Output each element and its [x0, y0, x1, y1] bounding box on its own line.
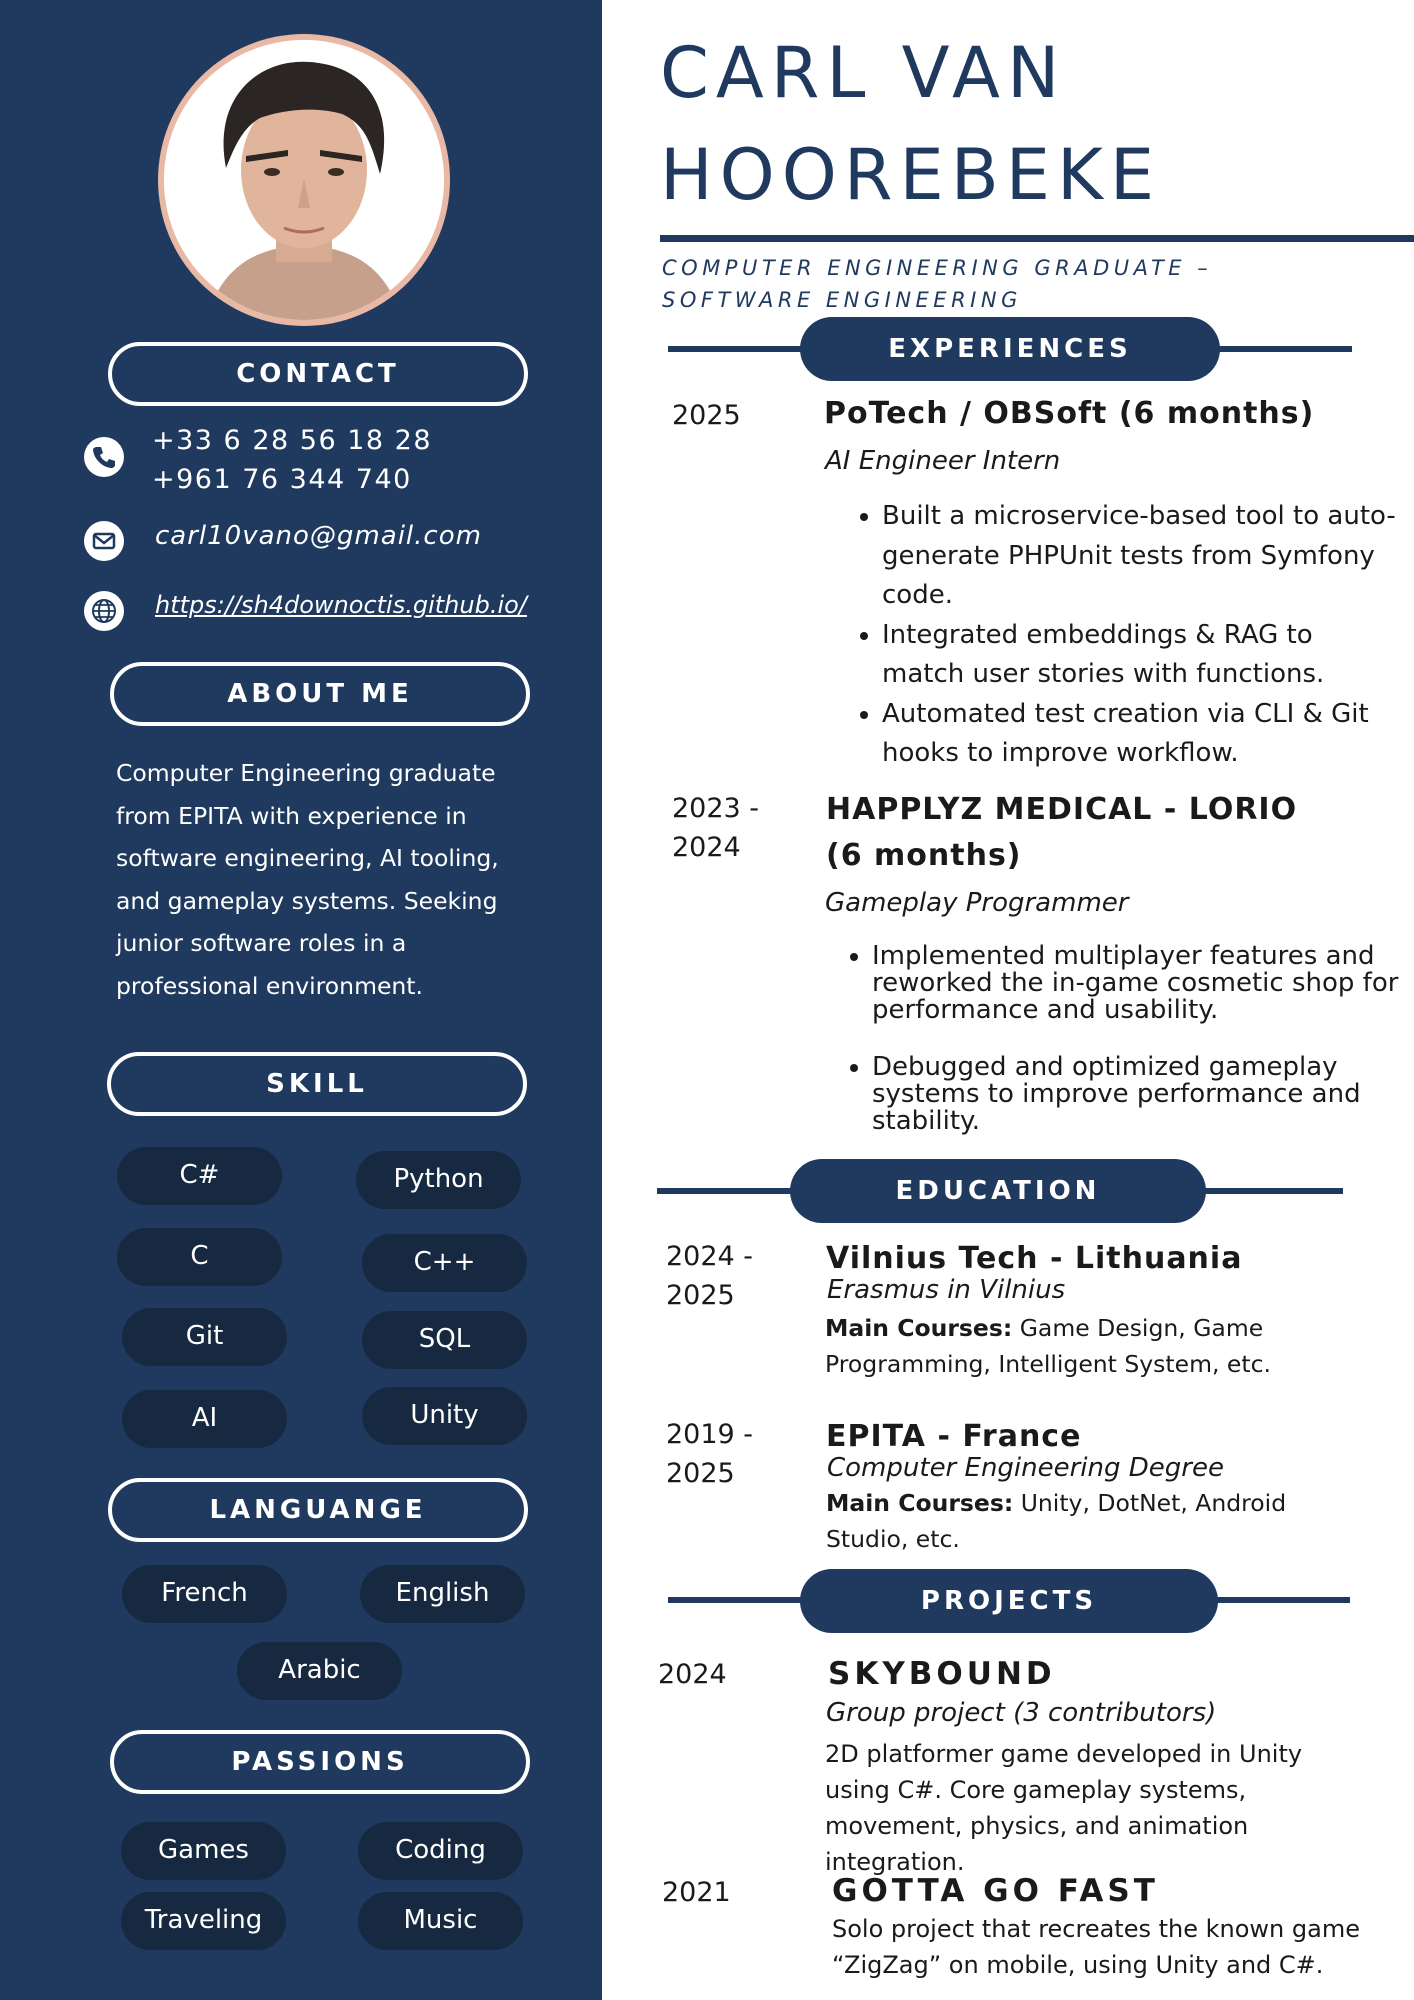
job-subtitle — [662, 252, 1212, 316]
language-heading: LANGUANGE — [108, 1478, 528, 1542]
experience-title: PoTech / OBSoft (6 months) — [824, 396, 1315, 431]
project-year: 2024 — [658, 1659, 727, 1690]
subtitle-line-2: SOFTWARE ENGINEERING — [662, 288, 1022, 312]
subtitle-line-1: COMPUTER ENGINEERING GRADUATE – — [662, 256, 1213, 280]
education-courses — [826, 1485, 1296, 1557]
phone-icon — [84, 437, 124, 477]
experience-role: Gameplay Programmer — [825, 888, 1129, 918]
education-subtitle: Computer Engineering Degree — [827, 1453, 1224, 1483]
project-description: 2D platformer game developed in Unity using C#. Core gameplay systems, movement, physics, and animation integration. — [825, 1740, 1303, 1876]
projects-heading: PROJECTS — [800, 1569, 1218, 1633]
skill-tag: C — [117, 1228, 282, 1286]
language-tag: Arabic — [237, 1642, 402, 1700]
skill-tag: C++ — [362, 1234, 527, 1292]
name-line-1: CARL VAN — [660, 32, 1067, 114]
skill-tag: Git — [122, 1308, 287, 1366]
education-title: Vilnius Tech - Lithuania — [826, 1241, 1243, 1276]
passion-tag: Coding — [358, 1822, 523, 1880]
candidate-name — [660, 22, 1161, 226]
title-line-1: HAPPLYZ MEDICAL - LORIO — [826, 792, 1298, 827]
avatar — [158, 34, 450, 326]
education-courses — [825, 1310, 1345, 1382]
year-end: 2025 — [666, 1458, 735, 1489]
project-description: Solo project that recreates the known game “ZigZag” on mobile, using Unity and C#. — [832, 1915, 1360, 1979]
education-year — [666, 1415, 753, 1493]
year-start: 2019 - — [666, 1419, 754, 1450]
year-end: 2024 — [672, 832, 741, 863]
skill-tag: Unity — [362, 1387, 527, 1445]
profile-photo — [164, 40, 444, 320]
project-title: SKYBOUND — [828, 1656, 1056, 1692]
experience-title — [826, 787, 1297, 879]
education-subtitle: Erasmus in Vilnius — [827, 1275, 1066, 1305]
bullet-item: • Debugged and optimized gameplay systems to improve performance and stability. — [872, 1054, 1404, 1135]
language-tag: English — [360, 1565, 525, 1623]
experience-year: 2025 — [672, 400, 741, 431]
year-end: 2025 — [666, 1280, 735, 1311]
title-line-2: (6 months) — [826, 838, 1022, 873]
website-link[interactable]: https://sh4downoctis.github.io/ — [155, 591, 527, 619]
experience-bullets — [842, 943, 1404, 1165]
courses-label: Main Courses: — [826, 1489, 1014, 1517]
bullet-item: • Implemented multiplayer features and reworked the in-game cosmetic shop for performance and usability. — [872, 943, 1404, 1024]
envelope-icon — [84, 521, 124, 561]
bullet-item: • Built a microservice-based tool to auto-generate PHPUnit tests from Symfony code. — [882, 497, 1402, 616]
passion-tag: Games — [121, 1822, 286, 1880]
project-title: GOTTA GO FAST — [832, 1873, 1159, 1909]
experiences-heading: EXPERIENCES — [800, 317, 1220, 381]
passions-heading: PASSIONS — [110, 1730, 530, 1794]
experience-bullets — [852, 497, 1402, 774]
project-year: 2021 — [662, 1877, 731, 1908]
skill-tag: SQL — [362, 1311, 527, 1369]
skill-tag: AI — [122, 1390, 287, 1448]
experience-year — [672, 789, 759, 867]
courses-label: Main Courses: — [825, 1314, 1013, 1342]
email-link[interactable]: carl10vano@gmail.com — [155, 521, 482, 551]
education-year — [666, 1237, 753, 1315]
education-heading: EDUCATION — [790, 1159, 1206, 1223]
education-title: EPITA - France — [826, 1419, 1082, 1454]
skill-tag: Python — [356, 1151, 521, 1209]
bullet-item: • Integrated embeddings & RAG to match user stories with functions. — [882, 616, 1402, 695]
name-line-2: HOOREBEKE — [660, 134, 1162, 216]
about-heading: ABOUT ME — [110, 662, 530, 726]
bullet-item: • Automated test creation via CLI & Git hooks to improve workflow. — [882, 695, 1402, 774]
globe-icon — [84, 591, 124, 631]
year-start: 2023 - — [672, 793, 760, 824]
skill-tag: C# — [117, 1147, 282, 1205]
courses-list: Unity, DotNet, Android Studio, etc. — [826, 1489, 1287, 1553]
passion-tag: Music — [358, 1892, 523, 1950]
skill-heading: SKILL — [107, 1052, 527, 1116]
phone-number-2: +961 76 344 740 — [152, 464, 412, 495]
courses-list: Game Design, Game Programming, Intelligent System, etc. — [825, 1314, 1271, 1378]
project-subtitle: Group project (3 contributors) — [826, 1698, 1217, 1728]
passion-tag: Traveling — [121, 1892, 286, 1950]
contact-heading: CONTACT — [108, 342, 528, 406]
experience-role: AI Engineer Intern — [825, 446, 1061, 476]
phone-number-1: +33 6 28 56 18 28 — [152, 425, 432, 456]
language-tag: French — [122, 1565, 287, 1623]
year-start: 2024 - — [666, 1241, 754, 1272]
about-text: Computer Engineering graduate from EPITA with experience in software engineering, AI tooling, and gameplay systems. Seeking junior software roles in a professional environment. — [116, 759, 499, 1000]
sidebar — [0, 0, 602, 2000]
header-divider — [660, 235, 1414, 242]
